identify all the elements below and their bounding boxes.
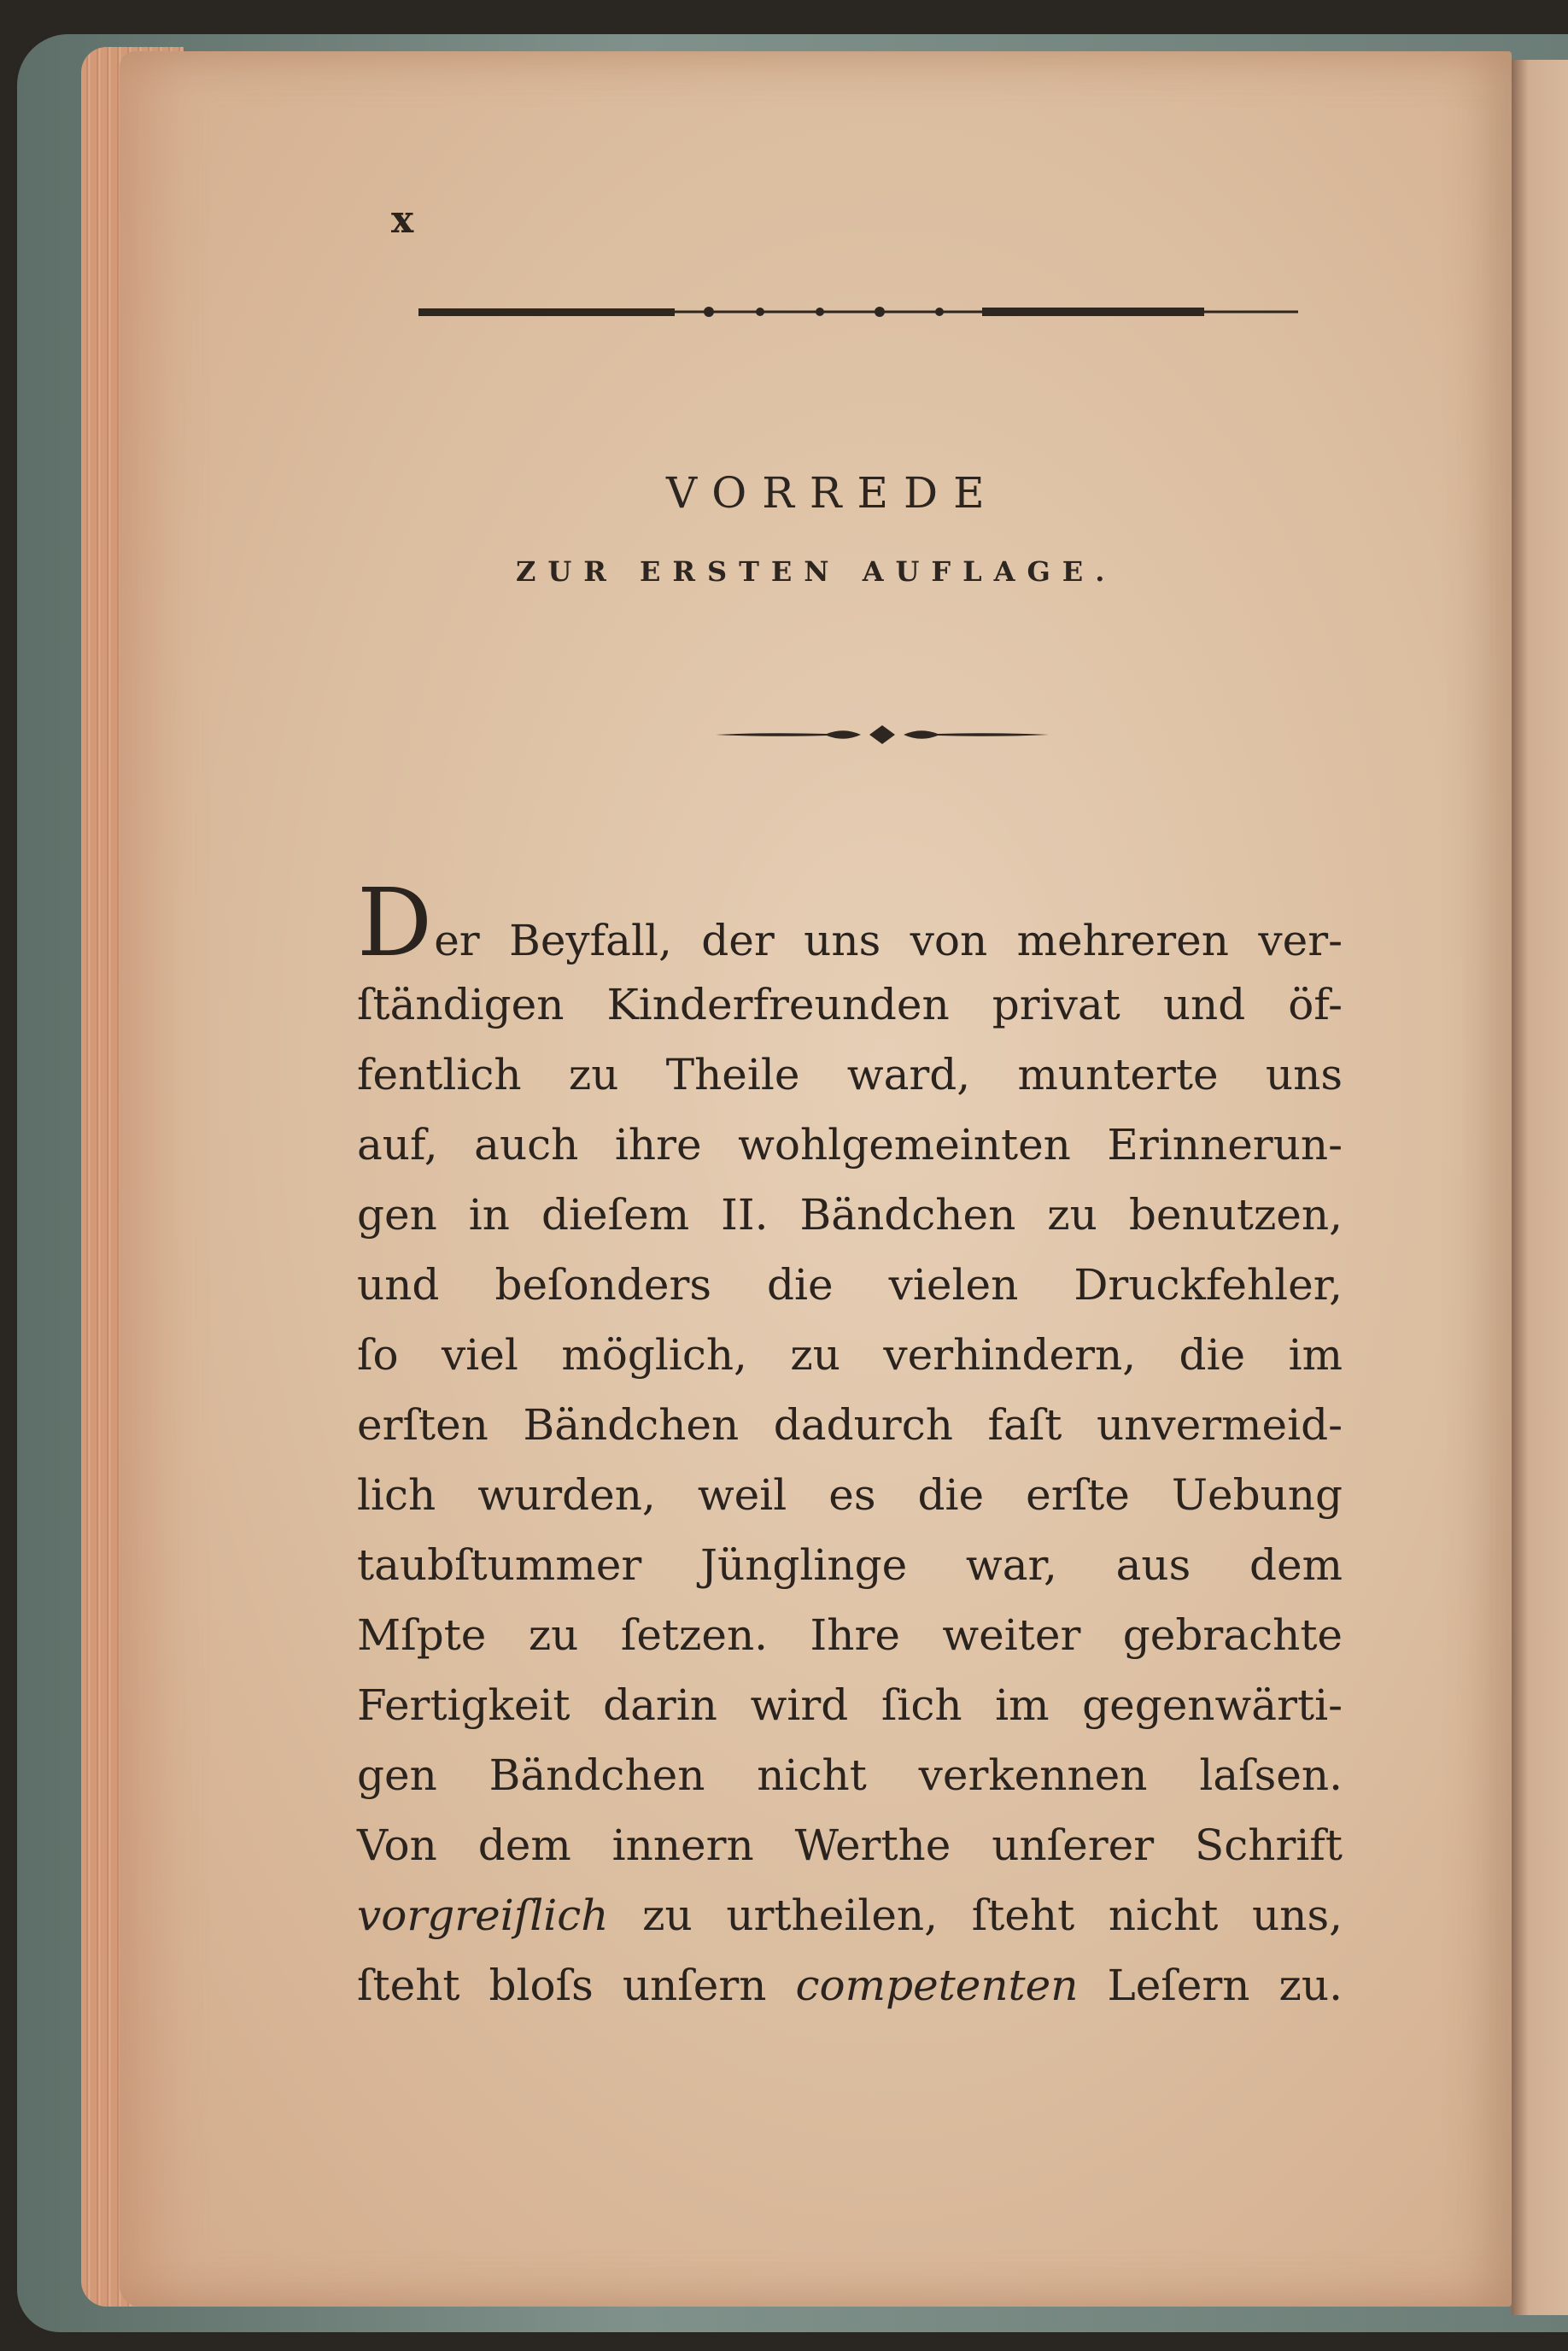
page-subtitle: ZUR ERSTEN AUFLAGE.: [516, 555, 1117, 588]
text-segment: Fertigkeit darin wird ſich im gegenwärti-: [357, 1680, 1343, 1730]
text-segment: taubſtummer Jünglinge war, aus dem: [357, 1540, 1343, 1590]
page-number: x: [391, 198, 414, 242]
text-line: [357, 1950, 1343, 2020]
italic-word: competenten: [795, 1961, 1079, 2010]
text-line: [357, 1250, 1343, 1320]
text-segment: ſo viel möglich, zu verhindern, die im: [357, 1330, 1343, 1380]
text-segment: auf, auch ihre wohlgemeinten Erinnerun-: [357, 1120, 1343, 1170]
text-line: [357, 868, 1343, 977]
text-line: [357, 1740, 1343, 1810]
text-segment: ſtändigen Kinderfreunden privat und öf-: [357, 980, 1343, 1029]
text-line: [357, 970, 1343, 1040]
text-segment: Mſpte zu ſetzen. Ihre weiter gebrachte: [357, 1610, 1343, 1660]
facing-page-edge: [1512, 60, 1568, 2315]
italic-word: vorgreiſlich: [357, 1891, 609, 1940]
text-line: [357, 1040, 1343, 1110]
text-segment: gen Bändchen nicht verkennen laſsen.: [357, 1750, 1343, 1800]
text-segment: Leſern zu.: [1078, 1961, 1343, 2010]
text-segment: Von dem innern Werthe unſerer Schrift: [357, 1820, 1343, 1870]
text-line: [357, 1110, 1343, 1180]
text-line: [357, 1320, 1343, 1390]
text-line: [357, 1180, 1343, 1250]
drop-cap: D: [357, 868, 433, 977]
text-segment: er Beyfall, der uns von mehreren ver-: [434, 916, 1343, 965]
text-segment: lich wurden, weil es die erſte Uebung: [357, 1470, 1343, 1520]
top-ornamental-rule: [418, 299, 1298, 325]
text-line: [357, 1810, 1343, 1880]
text-line: [357, 1460, 1343, 1530]
text-segment: zu urtheilen, ſteht nicht uns,: [608, 1891, 1343, 1940]
page-title: VORREDE: [666, 468, 1000, 518]
text-line: [357, 1670, 1343, 1740]
text-line: [357, 1390, 1343, 1460]
text-segment: und beſonders die vielen Druckfehler,: [357, 1260, 1343, 1310]
text-segment: gen in dieſem II. Bändchen zu benutzen,: [357, 1190, 1343, 1240]
text-line: [357, 1530, 1343, 1600]
text-segment: ſteht bloſs unſern: [357, 1961, 796, 2010]
text-line: [357, 1600, 1343, 1670]
text-line: [357, 1880, 1343, 1950]
ornament-divider: [716, 722, 1049, 748]
text-segment: fentlich zu Theile ward, munterte uns: [357, 1050, 1343, 1099]
text-segment: erſten Bändchen dadurch faſt unvermeid-: [357, 1400, 1343, 1450]
preface-text: [357, 868, 1343, 2020]
